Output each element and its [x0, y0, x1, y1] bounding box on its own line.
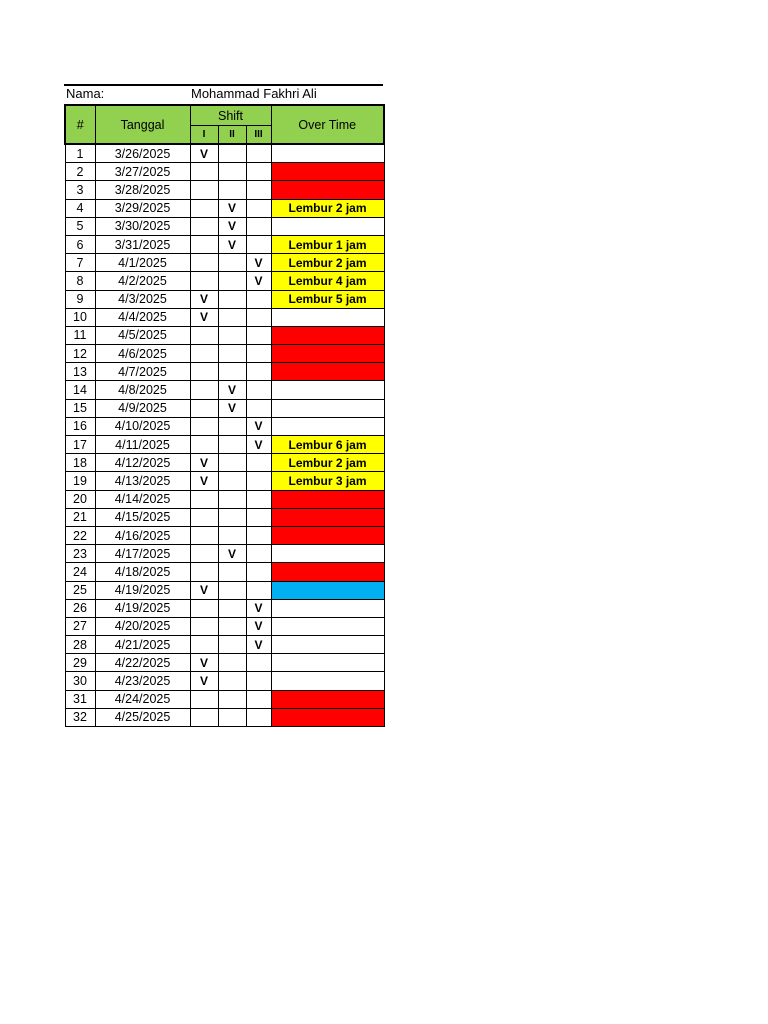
- row-shift-2-cell[interactable]: [218, 326, 246, 344]
- row-number-cell[interactable]: 15: [65, 399, 95, 417]
- row-shift-2-cell[interactable]: V: [218, 381, 246, 399]
- row-overtime-cell[interactable]: [271, 545, 384, 563]
- row-date-cell[interactable]: 4/8/2025: [95, 381, 190, 399]
- row-shift-2-cell[interactable]: [218, 599, 246, 617]
- row-overtime-cell[interactable]: [271, 690, 384, 708]
- row-shift-2-cell[interactable]: V: [218, 217, 246, 235]
- row-overtime-cell[interactable]: [271, 581, 384, 599]
- col-header-shift: Shift: [190, 105, 271, 126]
- row-overtime-cell[interactable]: [271, 163, 384, 181]
- row-shift-3-cell[interactable]: [246, 654, 271, 672]
- row-shift-1-cell[interactable]: V: [190, 454, 218, 472]
- row-shift-2-cell[interactable]: [218, 345, 246, 363]
- row-shift-3-cell[interactable]: [246, 581, 271, 599]
- row-number-cell[interactable]: 18: [65, 454, 95, 472]
- row-shift-1-cell[interactable]: [190, 490, 218, 508]
- row-number-cell[interactable]: 28: [65, 636, 95, 654]
- row-overtime-cell[interactable]: [271, 399, 384, 417]
- row-shift-2-cell[interactable]: [218, 563, 246, 581]
- row-shift-2-cell[interactable]: V: [218, 545, 246, 563]
- row-overtime-cell[interactable]: [271, 526, 384, 544]
- row-shift-1-cell[interactable]: [190, 526, 218, 544]
- row-shift-3-cell[interactable]: [246, 217, 271, 235]
- row-date-cell[interactable]: 4/14/2025: [95, 490, 190, 508]
- table-row: [65, 708, 384, 726]
- table-body: [65, 144, 384, 727]
- row-overtime-cell[interactable]: [271, 417, 384, 435]
- row-shift-3-cell[interactable]: [246, 308, 271, 326]
- table-row: [65, 545, 384, 563]
- row-shift-2-cell[interactable]: [218, 508, 246, 526]
- row-number-cell[interactable]: 7: [65, 254, 95, 272]
- row-shift-1-cell[interactable]: [190, 436, 218, 454]
- row-date-cell[interactable]: 4/24/2025: [95, 690, 190, 708]
- row-number-cell[interactable]: 21: [65, 508, 95, 526]
- row-shift-2-cell[interactable]: [218, 690, 246, 708]
- row-shift-2-cell[interactable]: [218, 363, 246, 381]
- row-shift-2-cell[interactable]: [218, 472, 246, 490]
- table-row: [65, 490, 384, 508]
- row-shift-1-cell[interactable]: [190, 181, 218, 199]
- row-shift-2-cell[interactable]: [218, 254, 246, 272]
- table-row: [65, 454, 384, 472]
- row-shift-2-cell[interactable]: [218, 144, 246, 163]
- col-header-shift-1: I: [190, 126, 218, 145]
- row-shift-1-cell[interactable]: [190, 545, 218, 563]
- row-overtime-cell[interactable]: [271, 326, 384, 344]
- row-number-cell[interactable]: 19: [65, 472, 95, 490]
- row-overtime-cell[interactable]: [271, 563, 384, 581]
- row-overtime-cell[interactable]: [271, 144, 384, 163]
- row-number-cell[interactable]: 8: [65, 272, 95, 290]
- row-date-cell[interactable]: 4/22/2025: [95, 654, 190, 672]
- row-shift-3-cell[interactable]: [246, 345, 271, 363]
- table-row: [65, 417, 384, 435]
- row-shift-2-cell[interactable]: V: [218, 235, 246, 253]
- row-number-cell[interactable]: 4: [65, 199, 95, 217]
- row-shift-2-cell[interactable]: [218, 417, 246, 435]
- row-shift-3-cell[interactable]: [246, 508, 271, 526]
- row-overtime-cell[interactable]: [271, 490, 384, 508]
- row-shift-3-cell[interactable]: V: [246, 599, 271, 617]
- row-date-cell[interactable]: 4/17/2025: [95, 545, 190, 563]
- row-date-cell[interactable]: 4/2/2025: [95, 272, 190, 290]
- row-shift-1-cell[interactable]: [190, 326, 218, 344]
- row-overtime-cell[interactable]: [271, 308, 384, 326]
- row-shift-3-cell[interactable]: [246, 672, 271, 690]
- row-number-cell[interactable]: 12: [65, 345, 95, 363]
- row-shift-1-cell[interactable]: V: [190, 290, 218, 308]
- row-shift-1-cell[interactable]: V: [190, 581, 218, 599]
- row-shift-1-cell[interactable]: [190, 217, 218, 235]
- row-shift-3-cell[interactable]: V: [246, 436, 271, 454]
- row-number-cell[interactable]: 22: [65, 526, 95, 544]
- row-shift-3-cell[interactable]: [246, 235, 271, 253]
- row-shift-3-cell[interactable]: [246, 454, 271, 472]
- row-shift-2-cell[interactable]: [218, 526, 246, 544]
- row-overtime-cell[interactable]: [271, 345, 384, 363]
- row-shift-1-cell[interactable]: [190, 417, 218, 435]
- row-number-cell[interactable]: 20: [65, 490, 95, 508]
- row-shift-1-cell[interactable]: [190, 636, 218, 654]
- col-header-shift-2: II: [218, 126, 246, 145]
- row-date-cell[interactable]: 4/21/2025: [95, 636, 190, 654]
- employee-name[interactable]: Mohammad Fakhri Ali: [191, 86, 317, 101]
- row-shift-3-cell[interactable]: V: [246, 636, 271, 654]
- row-shift-3-cell[interactable]: [246, 326, 271, 344]
- table-row: [65, 181, 384, 199]
- row-number-cell[interactable]: 26: [65, 599, 95, 617]
- row-shift-3-cell[interactable]: [246, 526, 271, 544]
- row-number-cell[interactable]: 2: [65, 163, 95, 181]
- row-shift-2-cell[interactable]: [218, 654, 246, 672]
- row-date-cell[interactable]: 3/28/2025: [95, 181, 190, 199]
- col-header-overtime: Over Time: [271, 105, 384, 144]
- row-shift-2-cell[interactable]: [218, 308, 246, 326]
- row-date-cell[interactable]: 4/4/2025: [95, 308, 190, 326]
- table-row: [65, 526, 384, 544]
- row-shift-3-cell[interactable]: [246, 545, 271, 563]
- row-overtime-cell[interactable]: [271, 617, 384, 635]
- table-row: [65, 508, 384, 526]
- row-shift-1-cell[interactable]: [190, 381, 218, 399]
- row-number-cell[interactable]: 27: [65, 617, 95, 635]
- row-number-cell[interactable]: 17: [65, 436, 95, 454]
- row-number-cell[interactable]: 10: [65, 308, 95, 326]
- row-shift-1-cell[interactable]: [190, 599, 218, 617]
- row-number-cell[interactable]: 6: [65, 235, 95, 253]
- row-shift-3-cell[interactable]: [246, 163, 271, 181]
- row-shift-2-cell[interactable]: [218, 672, 246, 690]
- table-row: [65, 290, 384, 308]
- row-overtime-cell[interactable]: [271, 508, 384, 526]
- row-date-cell[interactable]: 4/15/2025: [95, 508, 190, 526]
- row-date-cell[interactable]: 4/9/2025: [95, 399, 190, 417]
- table-row: [65, 345, 384, 363]
- row-date-cell[interactable]: 4/18/2025: [95, 563, 190, 581]
- row-shift-2-cell[interactable]: [218, 163, 246, 181]
- table-row: [65, 654, 384, 672]
- row-shift-3-cell[interactable]: [246, 472, 271, 490]
- table-row: [65, 217, 384, 235]
- row-shift-2-cell[interactable]: [218, 181, 246, 199]
- row-shift-3-cell[interactable]: [246, 144, 271, 163]
- row-overtime-cell[interactable]: [271, 381, 384, 399]
- row-shift-1-cell[interactable]: V: [190, 144, 218, 163]
- table-row: [65, 254, 384, 272]
- row-shift-1-cell[interactable]: [190, 508, 218, 526]
- row-date-cell[interactable]: 3/30/2025: [95, 217, 190, 235]
- row-number-cell[interactable]: 31: [65, 690, 95, 708]
- table-row: [65, 381, 384, 399]
- row-date-cell[interactable]: 4/6/2025: [95, 345, 190, 363]
- row-shift-3-cell[interactable]: [246, 563, 271, 581]
- row-shift-3-cell[interactable]: [246, 490, 271, 508]
- row-date-cell[interactable]: 4/7/2025: [95, 363, 190, 381]
- table-row: [65, 636, 384, 654]
- table-row: [65, 235, 384, 253]
- row-shift-2-cell[interactable]: V: [218, 399, 246, 417]
- row-overtime-cell[interactable]: Lembur 2 jam: [271, 454, 384, 472]
- row-shift-2-cell[interactable]: [218, 290, 246, 308]
- row-shift-3-cell[interactable]: V: [246, 617, 271, 635]
- row-overtime-cell[interactable]: Lembur 6 jam: [271, 436, 384, 454]
- row-number-cell[interactable]: 13: [65, 363, 95, 381]
- row-date-cell[interactable]: 4/12/2025: [95, 454, 190, 472]
- row-shift-1-cell[interactable]: V: [190, 672, 218, 690]
- row-overtime-cell[interactable]: [271, 217, 384, 235]
- row-number-cell[interactable]: 32: [65, 708, 95, 726]
- row-number-cell[interactable]: 23: [65, 545, 95, 563]
- row-shift-3-cell[interactable]: [246, 381, 271, 399]
- row-number-cell[interactable]: 3: [65, 181, 95, 199]
- row-number-cell[interactable]: 9: [65, 290, 95, 308]
- row-shift-3-cell[interactable]: [246, 690, 271, 708]
- row-shift-2-cell[interactable]: [218, 581, 246, 599]
- row-date-cell[interactable]: 3/31/2025: [95, 235, 190, 253]
- table-row: [65, 472, 384, 490]
- row-date-cell[interactable]: 4/10/2025: [95, 417, 190, 435]
- row-number-cell[interactable]: 29: [65, 654, 95, 672]
- row-overtime-cell[interactable]: Lembur 1 jam: [271, 235, 384, 253]
- row-shift-1-cell[interactable]: [190, 617, 218, 635]
- row-number-cell[interactable]: 16: [65, 417, 95, 435]
- table-row: [65, 363, 384, 381]
- row-shift-2-cell[interactable]: [218, 490, 246, 508]
- row-overtime-cell[interactable]: [271, 181, 384, 199]
- table-row: [65, 272, 384, 290]
- row-shift-2-cell[interactable]: [218, 617, 246, 635]
- row-shift-3-cell[interactable]: V: [246, 272, 271, 290]
- row-number-cell[interactable]: 14: [65, 381, 95, 399]
- table-row: [65, 308, 384, 326]
- row-shift-3-cell[interactable]: [246, 363, 271, 381]
- row-overtime-cell[interactable]: Lembur 2 jam: [271, 254, 384, 272]
- row-shift-1-cell[interactable]: [190, 563, 218, 581]
- row-shift-3-cell[interactable]: [246, 181, 271, 199]
- row-shift-1-cell[interactable]: [190, 272, 218, 290]
- table-row: [65, 436, 384, 454]
- row-shift-2-cell[interactable]: V: [218, 199, 246, 217]
- table-row: [65, 399, 384, 417]
- row-date-cell[interactable]: 4/13/2025: [95, 472, 190, 490]
- table-header: [65, 105, 384, 144]
- row-date-cell[interactable]: 4/3/2025: [95, 290, 190, 308]
- row-shift-2-cell[interactable]: [218, 272, 246, 290]
- row-shift-3-cell[interactable]: [246, 399, 271, 417]
- row-overtime-cell[interactable]: [271, 636, 384, 654]
- row-shift-1-cell[interactable]: [190, 254, 218, 272]
- row-date-cell[interactable]: 4/5/2025: [95, 326, 190, 344]
- row-shift-3-cell[interactable]: [246, 199, 271, 217]
- row-shift-1-cell[interactable]: [190, 345, 218, 363]
- table-row: [65, 690, 384, 708]
- row-shift-2-cell[interactable]: [218, 454, 246, 472]
- row-number-cell[interactable]: 24: [65, 563, 95, 581]
- col-header-num: #: [65, 105, 95, 144]
- row-date-cell[interactable]: 4/1/2025: [95, 254, 190, 272]
- table-row: [65, 672, 384, 690]
- row-shift-1-cell[interactable]: [190, 163, 218, 181]
- table-row: [65, 599, 384, 617]
- row-date-cell[interactable]: 4/20/2025: [95, 617, 190, 635]
- table-row: [65, 581, 384, 599]
- row-shift-1-cell[interactable]: [190, 708, 218, 726]
- name-label: Nama:: [66, 86, 105, 101]
- row-overtime-cell[interactable]: Lembur 4 jam: [271, 272, 384, 290]
- row-shift-3-cell[interactable]: V: [246, 417, 271, 435]
- table-row: [65, 163, 384, 181]
- row-number-cell[interactable]: 30: [65, 672, 95, 690]
- row-shift-3-cell[interactable]: V: [246, 254, 271, 272]
- row-date-cell[interactable]: 4/16/2025: [95, 526, 190, 544]
- row-date-cell[interactable]: 4/19/2025: [95, 581, 190, 599]
- row-number-cell[interactable]: 1: [65, 144, 95, 163]
- row-overtime-cell[interactable]: [271, 708, 384, 726]
- row-number-cell[interactable]: 11: [65, 326, 95, 344]
- name-row: [64, 84, 383, 104]
- attendance-table: [64, 104, 385, 727]
- row-shift-1-cell[interactable]: [190, 399, 218, 417]
- row-overtime-cell[interactable]: [271, 672, 384, 690]
- table-row: [65, 144, 384, 163]
- row-date-cell[interactable]: 3/26/2025: [95, 144, 190, 163]
- row-shift-1-cell[interactable]: [190, 363, 218, 381]
- table-row: [65, 617, 384, 635]
- row-shift-1-cell[interactable]: [190, 199, 218, 217]
- col-header-shift-3: III: [246, 126, 271, 145]
- row-shift-2-cell[interactable]: [218, 636, 246, 654]
- row-shift-1-cell[interactable]: V: [190, 654, 218, 672]
- attendance-sheet: [64, 84, 383, 727]
- row-date-cell[interactable]: 4/19/2025: [95, 599, 190, 617]
- col-header-date: Tanggal: [95, 105, 190, 144]
- row-shift-1-cell[interactable]: [190, 235, 218, 253]
- row-date-cell[interactable]: 4/25/2025: [95, 708, 190, 726]
- row-shift-3-cell[interactable]: [246, 290, 271, 308]
- row-shift-1-cell[interactable]: V: [190, 308, 218, 326]
- row-overtime-cell[interactable]: Lembur 3 jam: [271, 472, 384, 490]
- row-date-cell[interactable]: 4/23/2025: [95, 672, 190, 690]
- row-overtime-cell[interactable]: Lembur 5 jam: [271, 290, 384, 308]
- row-shift-2-cell[interactable]: [218, 436, 246, 454]
- row-shift-2-cell[interactable]: [218, 708, 246, 726]
- row-number-cell[interactable]: 25: [65, 581, 95, 599]
- row-date-cell[interactable]: 3/27/2025: [95, 163, 190, 181]
- row-overtime-cell[interactable]: [271, 599, 384, 617]
- row-shift-1-cell[interactable]: [190, 690, 218, 708]
- row-overtime-cell[interactable]: Lembur 2 jam: [271, 199, 384, 217]
- row-overtime-cell[interactable]: [271, 654, 384, 672]
- row-date-cell[interactable]: 4/11/2025: [95, 436, 190, 454]
- row-number-cell[interactable]: 5: [65, 217, 95, 235]
- table-row: [65, 326, 384, 344]
- row-shift-1-cell[interactable]: V: [190, 472, 218, 490]
- table-row: [65, 563, 384, 581]
- row-shift-3-cell[interactable]: [246, 708, 271, 726]
- row-date-cell[interactable]: 3/29/2025: [95, 199, 190, 217]
- row-overtime-cell[interactable]: [271, 363, 384, 381]
- table-row: [65, 199, 384, 217]
